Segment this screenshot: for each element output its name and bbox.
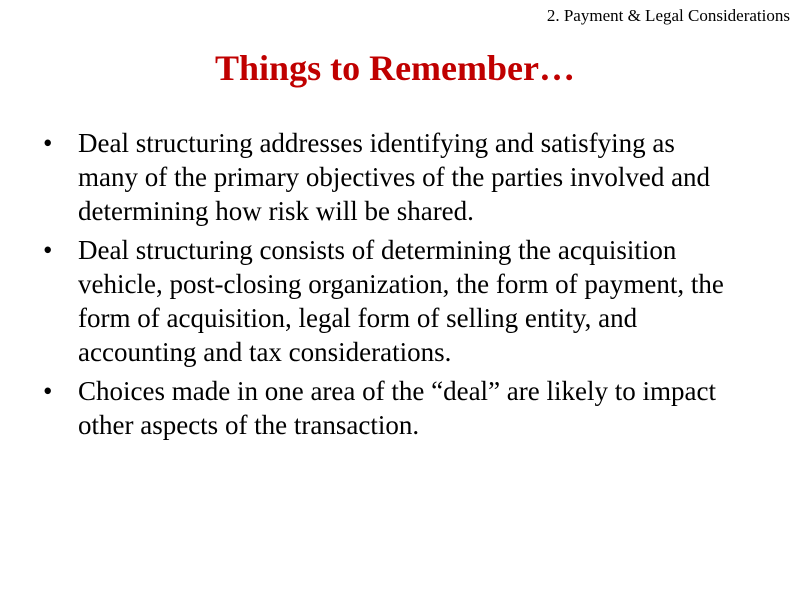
bullet-marker: • (43, 376, 53, 406)
bullet-item (40, 126, 740, 228)
bullet-list (40, 126, 740, 447)
bullet-marker: • (43, 235, 53, 265)
bullet-text: Choices made in one area of the “deal” are likely to impact other aspects of the transaction. (78, 376, 716, 440)
bullet-item (40, 374, 740, 442)
bullet-marker: • (43, 128, 53, 158)
bullet-item (40, 233, 740, 369)
slide-title: Things to Remember… (215, 48, 575, 88)
bullet-text: Deal structuring addresses identifying and satisfying as many of the primary objectives of the parties involved and determining how risk will be shared. (78, 128, 711, 226)
section-label: 2. Payment & Legal Considerations (546, 6, 790, 25)
bullet-text: Deal structuring consists of determining the acquisition vehicle, post-closing organization, the form of payment, the form of acquisition, legal form of selling entity, and accounting and tax considerations. (78, 235, 724, 367)
